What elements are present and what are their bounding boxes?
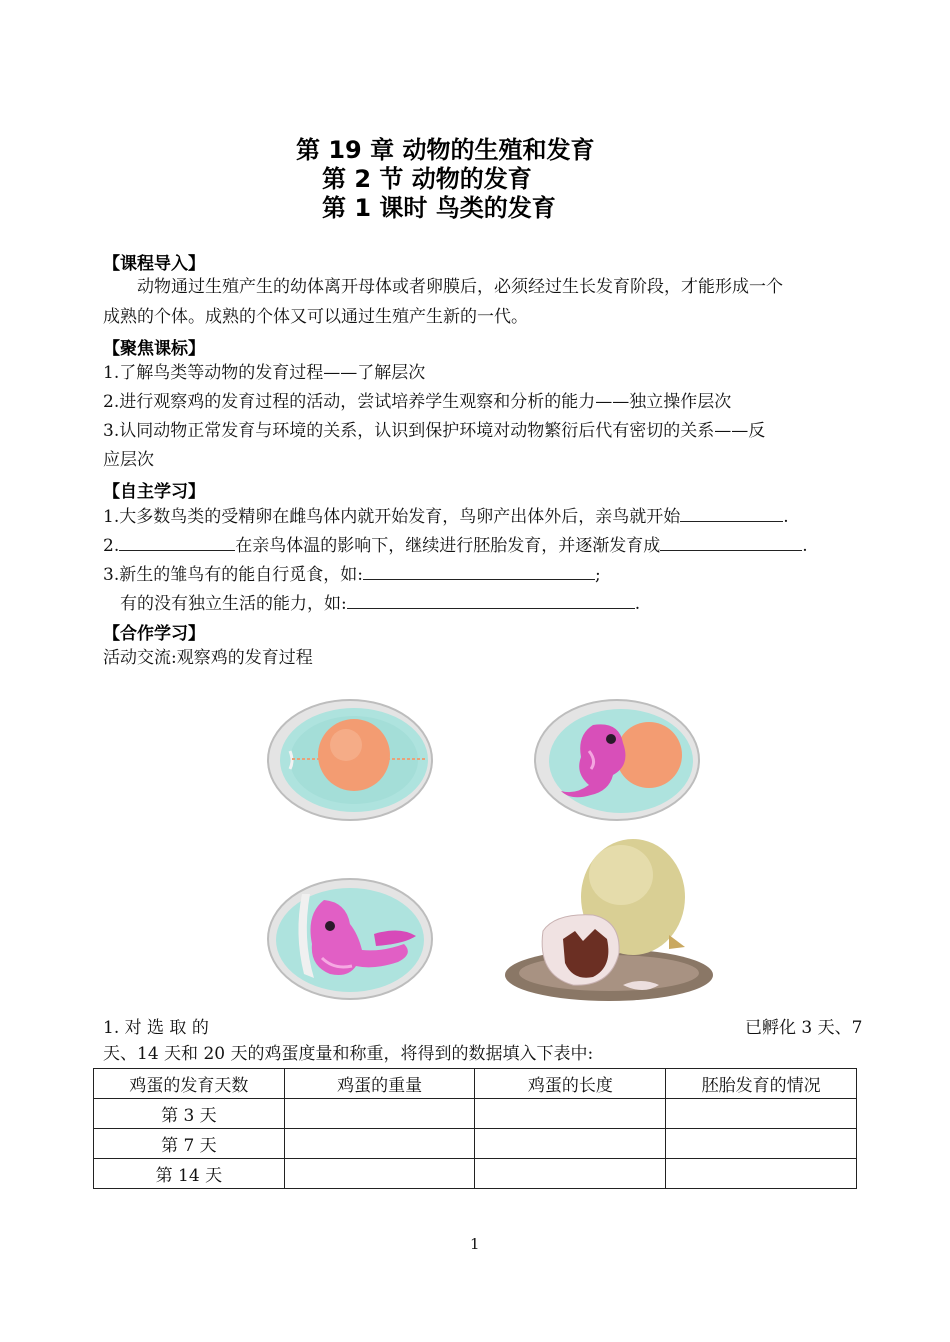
table-cell-development[interactable]: [666, 1129, 857, 1159]
table-row: [94, 1159, 857, 1189]
table-cell-day: 第 7 天: [94, 1129, 285, 1159]
table-header: 鸡蛋的重量: [284, 1069, 475, 1099]
q4-end: .: [634, 594, 641, 614]
egg-data-table: [93, 1068, 857, 1189]
q1-end: .: [783, 507, 789, 527]
self-study-q1: [103, 505, 789, 528]
coop-activity: 活动交流:观察鸡的发育过程: [103, 648, 313, 668]
page-number: 1: [470, 1235, 480, 1253]
q3-text: 3.新生的雏鸟有的能自行觅食，如:: [103, 565, 363, 585]
table-cell-length[interactable]: [475, 1099, 666, 1129]
q3-end: ;: [594, 565, 601, 585]
table-row: [94, 1129, 857, 1159]
table-cell-day: 第 14 天: [94, 1159, 285, 1189]
table-cell-length[interactable]: [475, 1159, 666, 1189]
table-cell-weight[interactable]: [284, 1099, 475, 1129]
q2-blank-2[interactable]: [660, 534, 802, 551]
intro-heading: 【课程导入】: [103, 254, 205, 274]
table-row: [94, 1099, 857, 1129]
table-header-row: [94, 1069, 857, 1099]
chapter-title: 第 19 章 动物的生殖和发育: [296, 136, 595, 164]
egg-day7-image: [531, 695, 703, 825]
q1-blank[interactable]: [680, 505, 783, 522]
table-cell-day: 第 3 天: [94, 1099, 285, 1129]
q3-blank[interactable]: [363, 563, 595, 580]
table-cell-development[interactable]: [666, 1099, 857, 1129]
q4-text: 有的没有独立生活的能力，如:: [120, 594, 347, 614]
coop-heading: 【合作学习】: [103, 624, 205, 644]
goal-item-3b: 应层次: [103, 450, 154, 470]
question-1-left: 1. 对 选 取 的: [103, 1018, 209, 1038]
table-header: 胚胎发育的情况: [666, 1069, 857, 1099]
hatched-chick-image: [503, 835, 715, 1005]
table-cell-weight[interactable]: [284, 1159, 475, 1189]
self-study-q4: [120, 592, 640, 615]
intro-line-2: 成熟的个体。成熟的个体又可以通过生殖产生新的一代。: [103, 307, 528, 327]
q2-prefix: 2.: [103, 536, 120, 556]
question-1-line-2: 天、14 天和 20 天的鸡蛋度量和称重，将得到的数据填入下表中:: [103, 1044, 594, 1064]
self-study-q2: [103, 534, 808, 557]
q2-text: 在亲鸟体温的影响下，继续进行胚胎发育，并逐渐发育成: [235, 536, 661, 556]
q4-blank[interactable]: [347, 592, 635, 609]
lesson-title: 第 1 课时 鸟类的发育: [322, 194, 556, 222]
egg-day14-image: [264, 874, 436, 1004]
q1-text: 1.大多数鸟类的受精卵在雌鸟体内就开始发育，鸟卵产出体外后，亲鸟就开始: [103, 507, 681, 527]
section-title: 第 2 节 动物的发育: [322, 165, 532, 193]
goal-item-3a: 3.认同动物正常发育与环境的关系，认识到保护环境对动物繁衍后代有密切的关系——反: [103, 421, 766, 441]
table-cell-length[interactable]: [475, 1129, 666, 1159]
q2-blank-1[interactable]: [119, 534, 235, 551]
self-study-heading: 【自主学习】: [103, 482, 205, 502]
table-cell-development[interactable]: [666, 1159, 857, 1189]
intro-line-1: 动物通过生殖产生的幼体离开母体或者卵膜后，必须经过生长发育阶段，才能形成一个: [137, 277, 783, 297]
q2-end: .: [802, 536, 808, 556]
self-study-q3: [103, 563, 601, 586]
egg-day3-image: [264, 695, 436, 825]
goals-heading: 【聚焦课标】: [103, 339, 205, 359]
table-header: 鸡蛋的发育天数: [94, 1069, 285, 1099]
goal-item-2: 2.进行观察鸡的发育过程的活动，尝试培养学生观察和分析的能力——独立操作层次: [103, 392, 732, 412]
table-cell-weight[interactable]: [284, 1129, 475, 1159]
question-1-right: 已孵化 3 天、7: [745, 1018, 863, 1038]
table-header: 鸡蛋的长度: [475, 1069, 666, 1099]
goal-item-1: 1.了解鸟类等动物的发育过程——了解层次: [103, 363, 426, 383]
